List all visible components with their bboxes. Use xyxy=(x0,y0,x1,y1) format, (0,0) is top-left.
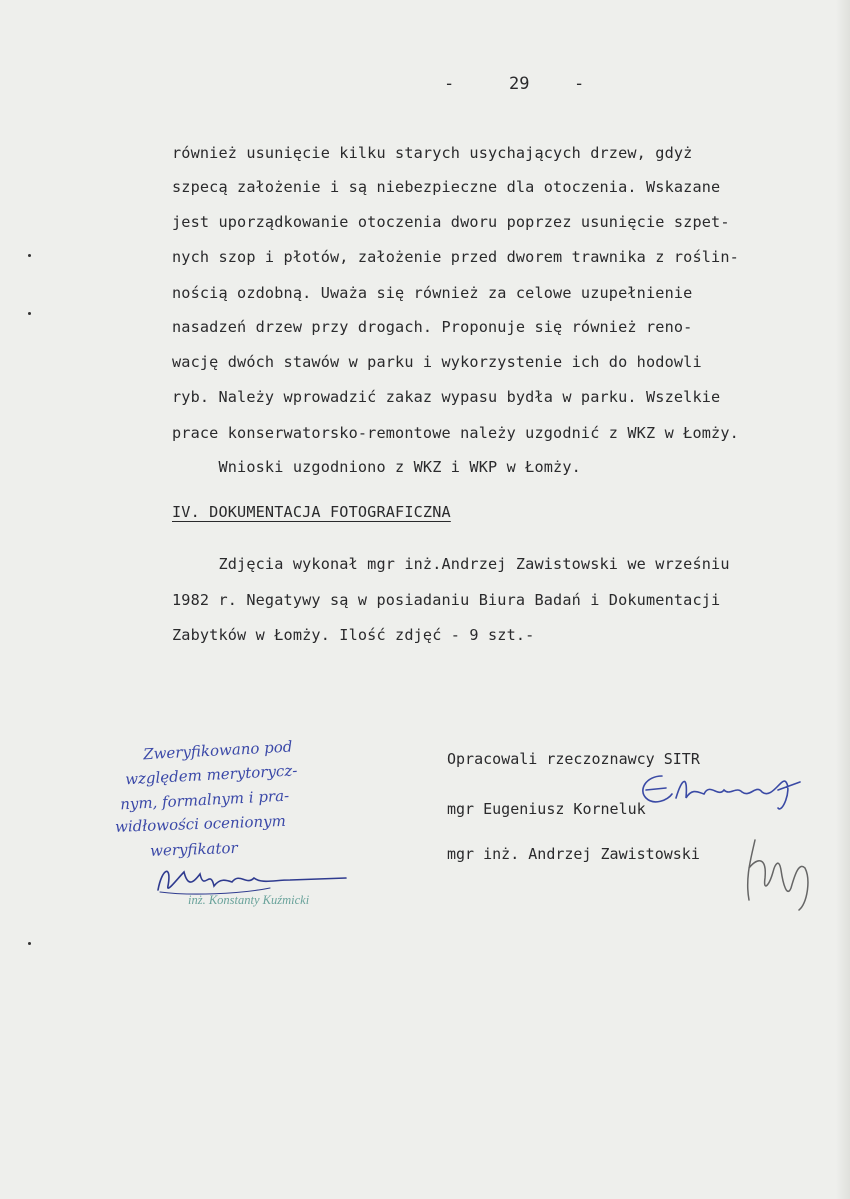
authors-label: Opracowali rzeczoznawcy SITR xyxy=(447,750,700,768)
handwritten-note-line: względem merytorycz- xyxy=(124,761,298,789)
body-line: nych szop i płotów, założenie przed dworem trawnika z roślin- xyxy=(172,248,739,266)
body-line: szpecą założenie i są niebezpieczne dla otoczenia. Wskazane xyxy=(172,178,721,196)
page-number-dash-left: - xyxy=(444,74,455,94)
body-line: nasadzeń drzew przy drogach. Proponuje się również reno- xyxy=(172,318,693,336)
body-line: jest uporządkowanie otoczenia dworu poprzez usunięcie szpet- xyxy=(172,213,730,231)
section-line: 1982 r. Negatywy są w posiadaniu Biura Badań i Dokumentacji xyxy=(172,591,721,609)
paper-edge-shadow xyxy=(836,0,850,1199)
verifier-stamp: inż. Konstanty Kuźmicki xyxy=(188,893,310,907)
page-number-header xyxy=(440,74,600,102)
korneluk-signature xyxy=(632,768,812,818)
margin-mark xyxy=(28,942,31,945)
body-line: wację dwóch stawów w parku i wykorzystenie ich do hodowli xyxy=(172,353,702,371)
handwritten-note-line: Zweryfikowano pod xyxy=(142,737,293,764)
section-line: Zdjęcia wykonał mgr inż.Andrzej Zawistowski we wrześniu xyxy=(172,555,730,573)
handwritten-note-line: nym, formalnym i pra- xyxy=(119,786,290,814)
margin-mark xyxy=(28,254,31,257)
body-line: prace konserwatorsko-remontowe należy uzgodnić z WKZ w Łomży. xyxy=(172,424,739,442)
section-heading: IV. DOKUMENTACJA FOTOGRAFICZNA xyxy=(172,503,451,521)
margin-mark xyxy=(28,312,31,315)
page-number-dash-right: - xyxy=(574,74,585,94)
author-2-name: mgr inż. Andrzej Zawistowski xyxy=(447,845,700,863)
body-line: Wnioski uzgodniono z WKZ i WKP w Łomży. xyxy=(172,458,581,476)
zawistowski-signature xyxy=(735,828,825,918)
body-line: ryb. Należy wprowadzić zakaz wypasu bydła w parku. Wszelkie xyxy=(172,388,721,406)
handwritten-note-line: weryfikator xyxy=(149,838,238,860)
body-line: również usunięcie kilku starych usychających drzew, gdyż xyxy=(172,144,693,162)
section-line: Zabytków w Łomży. Ilość zdjęć - 9 szt.- xyxy=(172,626,535,644)
handwritten-note-line: widłowości ocenionym xyxy=(114,811,287,836)
body-line: nością ozdobną. Uważa się również za celowe uzupełnienie xyxy=(172,284,693,302)
author-1-name: mgr Eugeniusz Korneluk xyxy=(447,800,646,818)
page-number: 29 xyxy=(509,74,530,94)
